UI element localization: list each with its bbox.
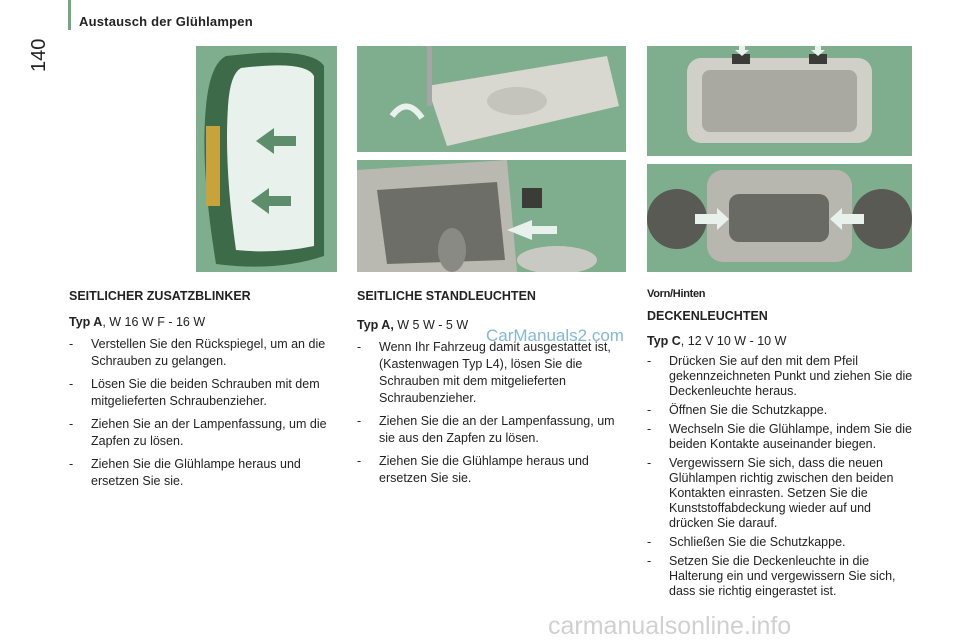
list-item: - Verstellen Sie den Rückspiegel, um an die Schrauben zu gelangen. — [69, 337, 326, 368]
cover-illustration — [357, 46, 626, 152]
watermark-carmanuals2: CarManuals2.com — [486, 326, 624, 345]
socket-illustration — [357, 160, 626, 272]
type-line: Typ A, W 16 W F - 16 W — [69, 315, 206, 329]
page-header-title: Austausch der Glühlampen — [79, 14, 253, 29]
list-item: - Drücken Sie auf den mit dem Pfeil gekennzeichneten Punkt und ziehen Sie die Deckenleuchte heraus. — [647, 354, 913, 398]
list-item: - Ziehen Sie die Glühlampe heraus und ersetzen Sie sie. — [357, 454, 589, 485]
section-side-indicator — [69, 314, 334, 496]
watermark-carmanualsonline: carmanualsonline.info — [548, 612, 792, 640]
mirror-illustration — [196, 46, 337, 272]
header-accent-bar — [68, 0, 71, 30]
section-title-side-lights: SEITLICHE STANDLEUCHTEN — [357, 289, 536, 303]
list-item: - Wechseln Sie die Glühlampe, indem Sie die beiden Kontakte auseinander biegen. — [647, 422, 912, 451]
ceiling-lamp-illustration — [647, 46, 912, 156]
type-line: Typ C, 12 V 10 W - 10 W — [647, 334, 787, 348]
section-title-side-indicator: SEITLICHER ZUSATZBLINKER — [69, 289, 251, 303]
ceiling-bulb-illustration — [647, 164, 912, 272]
list-item: - Setzen Sie die Deckenleuchte in die Halterung ein und vergewissern Sie sich, dass sie richtig eingerastet ist. — [647, 554, 896, 598]
list-item: - Ziehen Sie an der Lampenfassung, um die Zapfen zu lösen. — [69, 417, 327, 448]
list-item: - Öffnen Sie die Schutzkappe. — [647, 403, 828, 417]
sub-label-front-rear: Vorn/Hinten — [647, 288, 706, 300]
list-item: - Ziehen Sie die Glühlampe heraus und ersetzen Sie sie. — [69, 457, 301, 488]
list-item: - Schließen Sie die Schutzkappe. — [647, 535, 846, 549]
section-ceiling-lights — [647, 334, 915, 603]
list-item: - Vergewissern Sie sich, dass die neuen Glühlampen richtig zwischen den beiden Kontakten einrasten. Setzen Sie die Kunststoffabdeckung wieder auf und drücken Sie darauf. — [647, 456, 894, 530]
page-number: 140 — [28, 38, 50, 72]
section-title-ceiling-lights: DECKENLEUCHTEN — [647, 309, 768, 323]
type-line: Typ A, W 5 W - 5 W — [357, 318, 469, 332]
list-item: - Lösen Sie die beiden Schrauben mit dem mitgelieferten Schraubenzieher. — [69, 377, 320, 408]
list-item: - Wenn Ihr Fahrzeug damit ausgestattet ist, (Kastenwagen Typ L4), lösen Sie die Schrauben mit dem mitgelieferten Schraubenzieher. — [357, 340, 611, 405]
list-item: - Ziehen Sie die an der Lampenfassung, um sie aus den Zapfen zu lösen. — [357, 414, 615, 445]
